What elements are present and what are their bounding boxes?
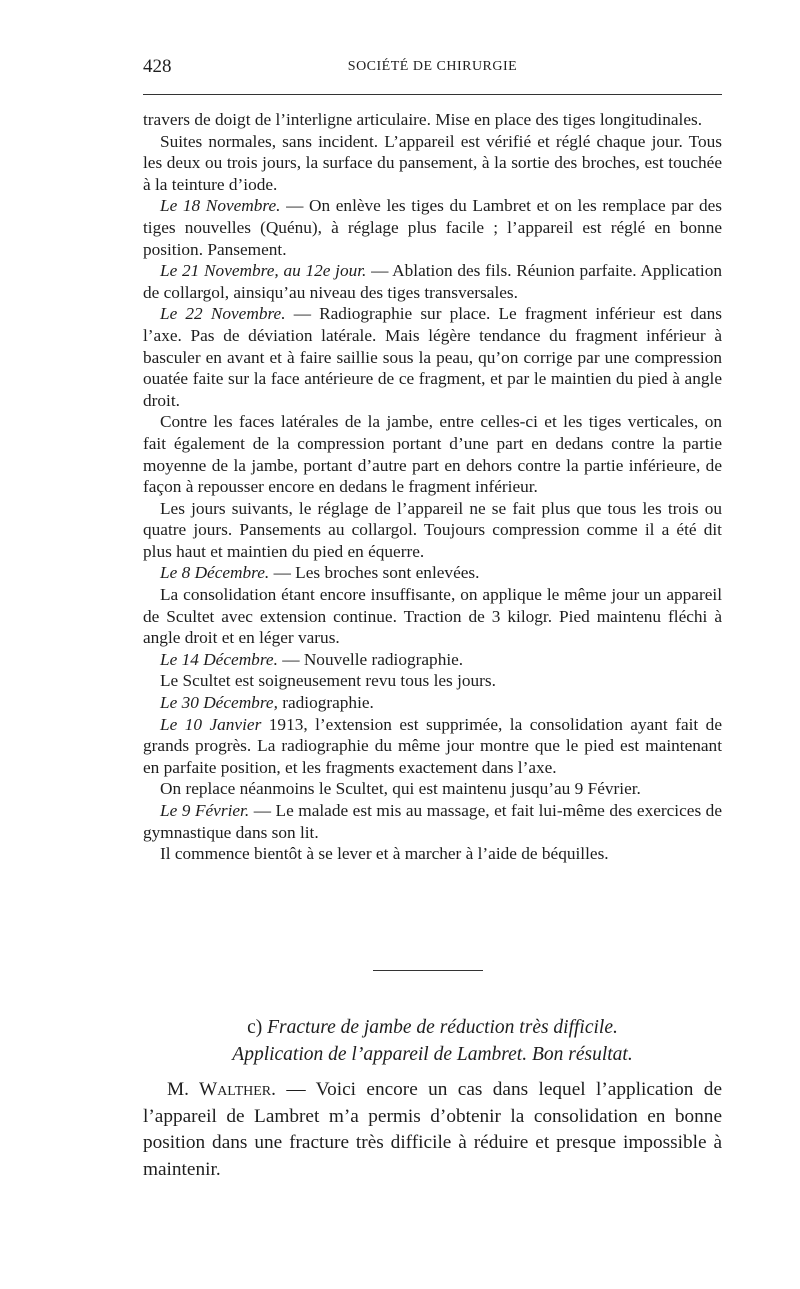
running-title: SOCIÉTÉ DE CHIRURGIE — [347, 59, 518, 74]
section-title-line-2: Application de l’appareil de Lambret. Bon résultat. — [232, 1044, 633, 1065]
date-label: Le 21 Novembre, au 12e jour. — [160, 261, 367, 281]
date-label: Le 22 Novembre. — [160, 304, 286, 324]
paragraph: On replace néanmoins le Scultet, qui est maintenu jusqu’au 9 Février. — [160, 779, 641, 799]
paragraph: Le 22 Novembre. — Radiographie sur place. Le fragment inférieur est dans l’axe. Pas de déviation latérale. Mais légère tendance du fragment inférieur à basculer en avant et à faire saillie sous la peau, qu’on corrige par une compression ouatée faite sur la face antérieure de ce fragment, et par le maintien du pied à angle droit. — [143, 304, 722, 410]
page-header — [143, 56, 722, 84]
section-title-line-1: c) Fracture de jambe de réduction très difficile. — [247, 1017, 618, 1038]
paragraph: Il commence bientôt à se lever et à marcher à l’aide de béquilles. — [160, 844, 609, 864]
paragraph: Le 30 Décembre, radiographie. — [160, 693, 374, 713]
paragraph: Les jours suivants, le réglage de l’appareil ne se fait plus que tous les trois ou quatre jours. Pansements au collargol. Toujours compression comme il a été dit plus haut et maintien du pied en équerre. — [143, 498, 722, 561]
section-title — [143, 1014, 722, 1068]
date-label: Le 30 Décembre, — [160, 693, 278, 713]
paragraph: Contre les faces latérales de la jambe, entre celles-ci et les tiges verticales, on fait également de la compression portant d’une part en dedans contre la partie moyenne de la jambe, portant d’autre part en dehors contre la partie inférieure, de façon à repousser encore en dedans le fragment inférieur. — [143, 412, 722, 497]
section-separator — [373, 970, 483, 971]
paragraph: Le 10 Janvier 1913, l’extension est supprimée, la consolidation ayant fait de grands progrès. La radiographie du même jour montre que le pied est maintenant en parfaite position, et les fragments exactement dans l’axe. — [143, 714, 722, 777]
date-label: Le 9 Février. — [160, 801, 250, 820]
paragraph: La consolidation étant encore insuffisante, on applique le même jour un appareil de Scultet avec extension continue. Traction de 3 kilogr. Pied maintenu fléchi à angle droit et en léger varus. — [143, 585, 722, 648]
header-rule — [143, 94, 722, 95]
speaker-name: M. Walther. — [167, 1079, 276, 1100]
paragraph: M. Walther. — Voici encore un cas dans lequel l’application de l’appareil de Lambret m’a permis d’obtenir la consolidation en bonne position dans une fracture très difficile à réduire et presque impossible à maintenir. — [143, 1079, 723, 1180]
date-label: Le 14 Décembre. — [160, 649, 278, 669]
date-label: Le 10 Janvier — [160, 714, 262, 734]
date-label: Le 18 Novembre. — [160, 196, 281, 216]
page-number: 428 — [143, 56, 172, 77]
paragraph: Suites normales, sans incident. L’appareil est vérifié et réglé chaque jour. Tous les deux ou trois jours, la surface du pansement, à la sortie des broches, est touchée à la teinture d’iode. — [143, 131, 722, 194]
paragraph: Le Scultet est soigneusement revu tous les jours. — [160, 671, 496, 691]
paragraph: Le 21 Novembre, au 12e jour. — Ablation des fils. Réunion parfaite. Application de collargol, ainsiqu’au niveau des tiges transversales. — [143, 261, 722, 302]
paragraph: Le 14 Décembre. — Nouvelle radiographie. — [160, 649, 464, 669]
walther-statement — [143, 1077, 722, 1183]
case-report-body — [143, 109, 722, 865]
paragraph: Le 8 Décembre. — Les broches sont enlevées. — [160, 563, 480, 583]
paragraph: travers de doigt de l’interligne articulaire. Mise en place des tiges longitudinales. — [143, 110, 703, 129]
paragraph: Le 18 Novembre. — On enlève les tiges du Lambret et on les remplace par des tiges nouvelles (Quénu), à réglage plus facile ; l’appareil est réglé en bonne position. Pansement. — [143, 196, 722, 259]
paragraph: Le 9 Février. — Le malade est mis au massage, et fait lui-même des exercices de gymnastique dans son lit. — [143, 801, 722, 842]
section-label: c) — [247, 1017, 263, 1038]
date-label: Le 8 Décembre. — [160, 563, 270, 583]
